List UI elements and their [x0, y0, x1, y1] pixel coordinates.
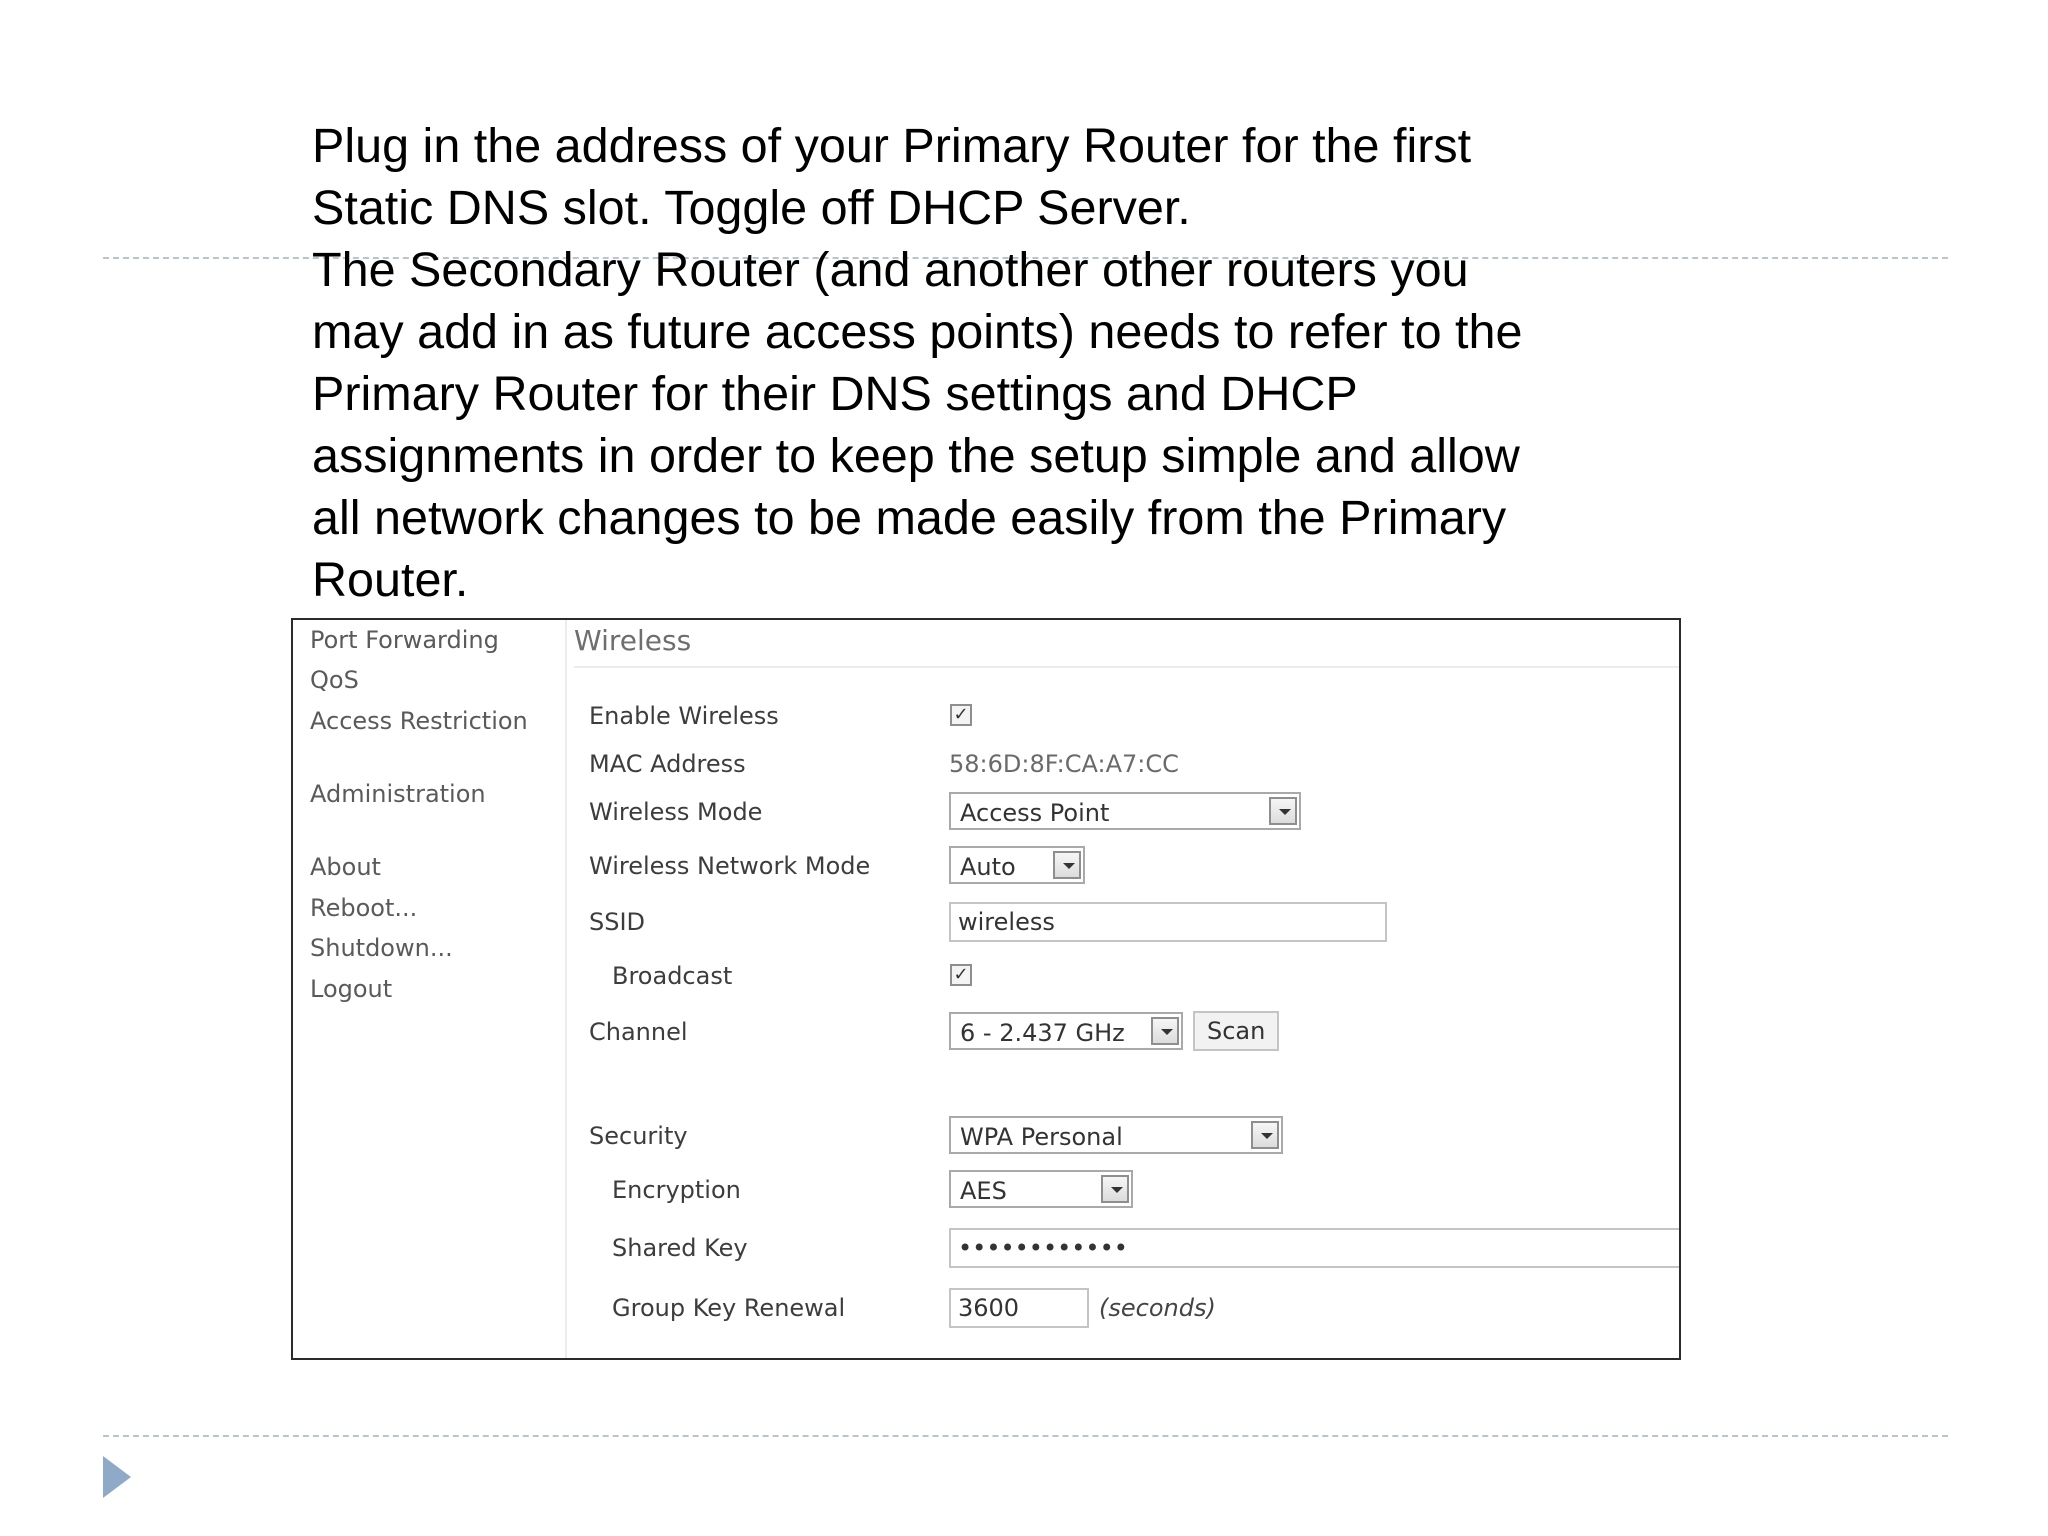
- dropdown-arrow-icon[interactable]: [1101, 1175, 1129, 1203]
- paragraph-line: may add in as future access points) needs to refer to the: [312, 305, 1523, 359]
- section-title: Wireless: [574, 624, 692, 657]
- channel-value: 6 - 2.437 GHz: [960, 1019, 1125, 1047]
- dropdown-arrow-icon[interactable]: [1269, 797, 1297, 825]
- shared-key-label: Shared Key: [612, 1234, 748, 1262]
- shared-key-input[interactable]: [949, 1228, 1681, 1268]
- dropdown-arrow-icon[interactable]: [1053, 851, 1081, 879]
- wireless-mode-value: Access Point: [960, 799, 1110, 827]
- section-title-rule: [574, 666, 1681, 668]
- dropdown-arrow-icon[interactable]: [1251, 1121, 1279, 1149]
- wireless-network-mode-select[interactable]: [949, 846, 1085, 884]
- paragraph-line: Primary Router for their DNS settings and DHCP: [312, 367, 1358, 421]
- encryption-label: Encryption: [612, 1176, 741, 1204]
- paragraph-line: assignments in order to keep the setup simple and allow: [312, 429, 1520, 483]
- paragraph-line: all network changes to be made easily from the Primary: [312, 491, 1507, 545]
- checkmark-icon: ✓: [953, 964, 969, 985]
- dropdown-arrow-icon[interactable]: [1151, 1017, 1179, 1045]
- mac-address-label: MAC Address: [589, 750, 746, 778]
- channel-label: Channel: [589, 1018, 688, 1046]
- sidebar-item-shutdown[interactable]: Shutdown...: [310, 934, 453, 962]
- paragraph-line: Static DNS slot. Toggle off DHCP Server.: [312, 181, 1191, 235]
- broadcast-checkbox[interactable]: [950, 964, 972, 986]
- wireless-mode-select[interactable]: [949, 792, 1301, 830]
- sidebar-item-logout[interactable]: Logout: [310, 975, 393, 1003]
- wireless-mode-label: Wireless Mode: [589, 798, 763, 826]
- triangle-bullet-icon: [103, 1456, 131, 1498]
- checkmark-icon: ✓: [953, 704, 969, 725]
- enable-wireless-checkbox[interactable]: [950, 704, 972, 726]
- sidebar-item-port-forwarding[interactable]: Port Forwarding: [310, 626, 499, 654]
- enable-wireless-label: Enable Wireless: [589, 702, 779, 730]
- scan-button[interactable]: Scan: [1193, 1011, 1279, 1051]
- group-key-renewal-input[interactable]: [949, 1288, 1089, 1328]
- encryption-select[interactable]: [949, 1170, 1133, 1208]
- bottom-dashed-divider: [103, 1435, 1948, 1437]
- sidebar-item-reboot[interactable]: Reboot...: [310, 894, 418, 922]
- channel-select[interactable]: [949, 1012, 1183, 1050]
- broadcast-label: Broadcast: [612, 962, 733, 990]
- security-value: WPA Personal: [960, 1123, 1123, 1151]
- paragraph-line: Router.: [312, 553, 469, 607]
- router-settings-screenshot: [291, 618, 1681, 1360]
- sidebar-item-administration[interactable]: Administration: [310, 780, 486, 808]
- sidebar-divider: [565, 620, 567, 1358]
- sidebar-item-access-restriction[interactable]: Access Restriction: [310, 707, 528, 735]
- paragraph-line: The Secondary Router (and another other routers you: [312, 243, 1469, 297]
- encryption-value: AES: [960, 1177, 1007, 1205]
- mac-address-value: 58:6D:8F:CA:A7:CC: [949, 750, 1179, 778]
- ssid-label: SSID: [589, 908, 646, 936]
- security-label: Security: [589, 1122, 688, 1150]
- wireless-network-mode-label: Wireless Network Mode: [589, 852, 871, 880]
- seconds-unit-label: (seconds): [1099, 1294, 1216, 1322]
- ssid-input[interactable]: [949, 902, 1387, 942]
- sidebar-item-about[interactable]: About: [310, 853, 381, 881]
- sidebar-item-qos[interactable]: QoS: [310, 666, 359, 694]
- slide-paragraph: [312, 115, 1712, 611]
- group-key-renewal-label: Group Key Renewal: [612, 1294, 846, 1322]
- paragraph-line: Plug in the address of your Primary Router for the first: [312, 119, 1472, 173]
- wireless-network-mode-value: Auto: [960, 853, 1016, 881]
- security-select[interactable]: [949, 1116, 1283, 1154]
